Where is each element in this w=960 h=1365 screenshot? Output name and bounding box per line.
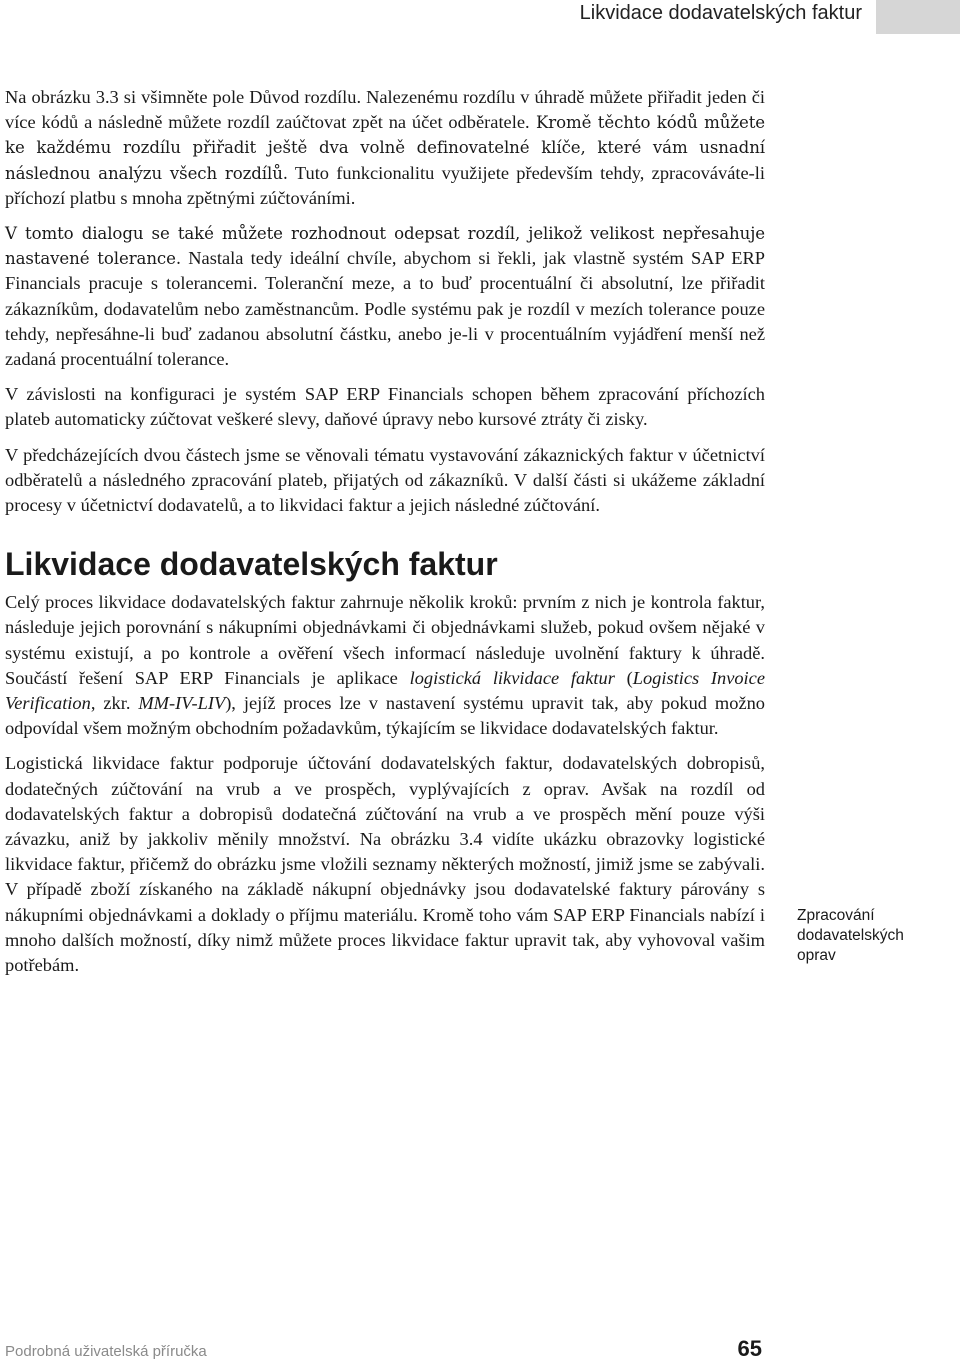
- running-header-title: Likvidace dodavatelských faktur: [579, 2, 862, 24]
- paragraph-text: Kromě těchto kódů můžete ke každému rozdílu přiřadit ještě dva volně definovatelné klíče, které vám usnadní následnou analýzu všech rozdílů.: [5, 113, 765, 183]
- paragraph-text: V tomto dialogu se také můžete rozhodnout odepsat rozdíl, jelikož velikost nepřesahuje nastavené tolerance.: [5, 224, 765, 269]
- paragraph-text: Na obrázku 3.3 si všimněte pole Důvod rozdílu. Nalezenému rozdílu v úhradě můžete přiřadit jeden či více kódů a následně můžete rozdíl zaúčtovat zpět na účet odběratele.: [5, 87, 765, 133]
- paragraph-text: (: [614, 667, 633, 688]
- paragraph-tolerances: [5, 221, 765, 372]
- paragraph-text: ), jejíž proces lze v nastavení systému upravit tak, aby pokud možno odpovídal všem možným obchodním požadavkům, týkajícím se likvidace dodavatelských faktur.: [5, 693, 765, 739]
- paragraph-text: , zkr.: [90, 693, 139, 714]
- paragraph-overview: V předcházejících dvou částech jsme se věnovali tématu vystavování zákaznických faktur v účetnictví odběratelů a následného zpracování plateb, přijatých od zákazníků. V další části si ukážeme základní procesy v účetnictví dodavatelů, a to likvidaci faktur a jejich následné zúčtování.: [5, 444, 765, 516]
- paragraph-text: Nastala tedy ideální chvíle, abychom si řekli, jak vlastně systém SAP ERP Financials pracuje s tolerancemi. Toleranční meze, a to buď procentuální či absolutní, lze přiřadit zákazníkům, dodavatelům nebo zaměstnancům. Podle systému pak je rozdíl v mezích tolerance pouze tehdy, nepřesáhne-li buď zadanou absolutní částku, anebo je-li v procentuálním vyjádření menší než zadaná procentuální tolerance.: [5, 248, 765, 370]
- italic-term: Logistics Invoice Verification: [5, 667, 765, 714]
- paragraph-configuration: V závislosti na konfiguraci je systém SAP ERP Financials schopen během zpracování příchozích plateb automaticky zúčtovat veškeré slevy, daňové úpravy nebo kursové ztráty či zisky.: [5, 384, 765, 430]
- header-tab-marker: [876, 0, 960, 34]
- page-number: 65: [737, 1336, 762, 1361]
- margin-note: Zpracování dodavatelských oprav: [797, 907, 904, 964]
- running-header: [0, 0, 960, 38]
- section-heading: Likvidace dodavatelských faktur: [5, 546, 498, 583]
- paragraph-text: Celý proces likvidace dodavatelských faktur zahrnuje několik kroků: prvním z nich je kontrola faktur, následuje jejich porovnání s nákupními objednávkami či objednávkami služeb, pokud ovšem nějaké v systému existují, a po kontrole a ověření všech informací následuje uvolnění faktury k úhradě. Součástí řešení SAP ERP Financials je aplikace: [5, 592, 765, 688]
- footer-book-title: Podrobná uživatelská příručka: [5, 1343, 207, 1360]
- paragraph-text: Tuto funkcionalitu využijete především tehdy, zpracováváte-li příchozí platbu s mnoha zpětnými zúčtováními.: [5, 162, 765, 208]
- italic-term: logistická likvidace faktur: [409, 667, 615, 688]
- paragraph-logistics-verification: Logistická likvidace faktur podporuje účtování dodavatelských faktur, dodavatelských dobropisů, dodatečných zúčtování na vrub a ve prospěch, vyplývajících z oprav. Avšak na rozdíl od dodavatelských faktur a dobropisů dodatečná zúčtování na vrub a ve prospěch mění pouze výši závazku, aniž by jakkoliv měnily množství. Na obrázku 3.4 vidíte ukázku obrazovky logistické likvidace faktur, přičemž do obrázku jsme vložili seznamy některých možností, jimiž jsme se zabývali. V případě zboží získaného na základě nákupní objednávky jsou dodavatelské faktury párovány s nákupními objednávkami a doklady o příjmu materiálu. Kromě toho vám SAP ERP Financials nabízí i mnoho dalších možností, díky nimž můžete proces likvidace faktur upravit tak, aby vyhovoval vašim potřebám.: [5, 753, 765, 976]
- paragraph-invoice-process: [5, 590, 765, 741]
- body-text: [5, 85, 765, 988]
- italic-term: MM-IV-LIV: [138, 693, 226, 714]
- paragraph-differences: [5, 85, 765, 211]
